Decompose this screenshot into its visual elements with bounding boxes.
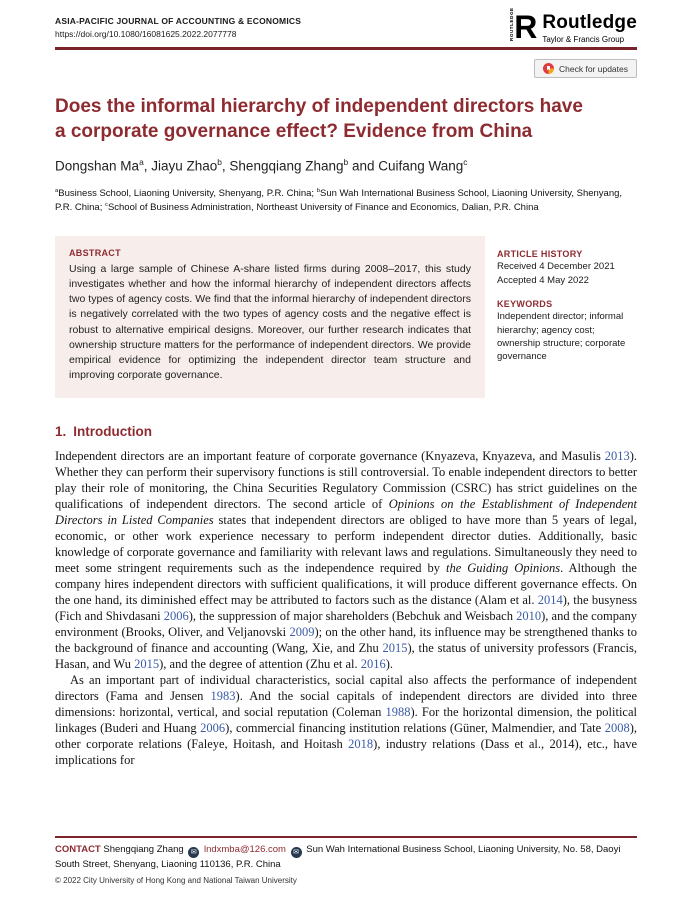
text-segment: ), the busyness (Fich and Shivdasani [55,593,637,624]
citation-year-link[interactable]: 2010 [516,609,542,624]
citation-year-link[interactable]: 2018 [348,737,374,752]
contact-name: Shengqiang Zhang [103,844,184,855]
abstract-text: Using a large sample of Chinese A-share listed firms during 2008–2017, this study investigates whether and how the informal hierarchy of independent directors affects two types of agency costs. We find that the informal hierarchy of independent directors is negatively correlated with the two types of agency costs and the negative effect is robust to alternative empirical designs. Moreover, our further research indicates that ownership structure matters for the performance of independent directors. We provide empirical evidence for optimizing the independent director team structure and improving corporate governance. [69,262,471,382]
text-segment: ). Whether they can perform their supervisory functions is still controversial. To enable independent directors to better play their role of monitoring, the China Securities Regulatory Commission (CSRC) has strict guidelines on the qualifications of independent directors. The second article of [55,449,637,512]
superscript-marker: b [217,157,222,168]
citation-year-link[interactable]: 2015 [382,641,408,656]
text-segment: Dongshan Ma [55,158,140,174]
article-title [55,95,637,144]
doi-link[interactable]: https://doi.org/10.1080/16081625.2022.2077778 [55,29,237,39]
paragraph-2 [55,672,637,768]
abstract-box [55,236,485,399]
article-title-line1: Does the informal hierarchy of independent directors have [55,96,583,117]
text-segment: Independent directors are an important feature of corporate governance (Knyazeva, Knyazeva, and Masulis [55,449,605,464]
citation-year-link[interactable]: 2014 [537,593,563,608]
author-list [55,157,637,174]
text-segment: ). And the social capitals of independent directors are divided into three dimensions: horizontal, vertical, and social reputation (Coleman [55,689,637,720]
page-header [55,7,637,46]
contact-label: CONTACT [55,844,101,855]
text-segment: School of Business Administration, Northeast University of Finance and Economics, Dalian, P.R. China [107,202,539,214]
citation-year-link[interactable]: 2016 [360,657,386,672]
citation-year-link[interactable]: 2008 [604,721,630,736]
text-segment: Business School, Liaoning University, Shenyang, P.R. China; [58,188,317,200]
text-segment: , Shengqiang Zhang [221,158,344,174]
text-segment: ). For the horizontal dimension, the political linkages (Buderi and Huang [55,705,637,736]
envelope-icon: ✉ [291,847,302,858]
copyright-line: © 2022 City University of Hong Kong and National Taiwan University [55,876,297,886]
text-segment: ), other corporate relations (Faleye, Hoitash, and Hoitash [55,721,637,752]
citation-year-link[interactable]: 1988 [385,705,411,720]
keywords-text: Independent director; informal hierarchy; agency cost; ownership structure; corporate governance [497,311,626,363]
section-number: 1. [55,424,67,440]
citation-year-link[interactable]: 2015 [134,657,160,672]
publisher-name: Routledge [542,12,637,33]
contact-address: Sun Wah International Business School, Liaoning University, No. 58, Daoyi South Street, Shenyang, Liaoning 110136, P.R. China [55,844,621,870]
citation-year-link[interactable]: 1983 [210,689,236,704]
envelope-icon: ✉ [188,847,199,858]
text-segment: states that independent directors are obliged to have more than 5 years of legal, economic, or other work experience necessary to perform independent director duties. Additionally, basic knowledge of corporate governance and familiarity with relevant laws and regulations. Simultaneously they need to meet some stringent requirements such as the independence required by [55,513,637,576]
superscript-marker: c [105,202,108,209]
contact-email-link[interactable]: lndxmba@126.com [203,844,286,855]
body-text [55,448,637,768]
received-date: Received 4 December 2021 [497,261,615,273]
text-segment: ), the status of university professors (Francis, Hasan, and Wu [55,641,637,672]
article-meta-column [497,236,637,399]
section-heading-introduction [55,424,637,439]
abstract-section [55,236,637,399]
paragraph-1 [55,448,637,672]
text-segment: ). [385,657,394,672]
superscript-marker: c [463,157,468,168]
text-segment: and Cuifang Wang [348,158,464,174]
citation-year-link[interactable]: 2006 [200,721,226,736]
routledge-logo [509,7,637,46]
contact-line [55,843,637,872]
check-for-updates-label: Check for updates [559,63,628,74]
text-segment: ), industry relations (Dass et al., 2014), etc., have implications for [55,737,638,768]
text-segment: ); on the other hand, its influence may be strengthened thanks to the background of finance and accounting (Wang, Xie, and Zhu [55,625,637,656]
superscript-marker: a [139,157,144,168]
keywords-label: KEYWORDS [497,298,553,309]
text-segment: ), the suppression of major shareholders (Bebchuk and Weisbach [188,609,517,624]
page-footer [55,836,637,885]
section-title: Introduction [73,424,152,440]
header-rule [55,47,637,50]
routledge-vertical-text: ROUTLEDGE [509,7,515,41]
abstract-label: ABSTRACT [69,247,121,258]
publisher-name-block [542,12,637,44]
text-segment: ), commercial financing institution relations (Güner, Malmendier, and Tate [225,721,605,736]
text-segment: ), and the degree of attention (Zhu et al. [159,657,361,672]
text-segment: As an important part of individual characteristics, social capital also affects the performance of independent directors (Fama and Jensen [55,673,637,704]
superscript-marker: a [55,187,59,194]
text-segment: ), and the company environment (Brooks, Oliver, and Veljanovski [55,609,637,640]
crossmark-icon [543,63,554,74]
citation-year-link[interactable]: 2006 [163,609,189,624]
article-title-line2: a corporate governance effect? Evidence from China [55,120,533,142]
text-segment: , Jiayu Zhao [143,158,218,174]
accepted-date: Accepted 4 May 2022 [497,274,589,286]
superscript-marker: b [343,157,349,168]
superscript-marker: b [316,187,320,194]
text-segment: Sun Wah International Business School, Liaoning University, Shenyang, P.R. China; [55,188,623,214]
citation-year-link[interactable]: 2009 [289,625,315,640]
citation-year-link[interactable]: 2013 [604,449,630,464]
badge-row [55,59,637,78]
journal-name: ASIA-PACIFIC JOURNAL OF ACCOUNTING & ECONOMICS [55,16,302,26]
routledge-r-icon: ROUTLEDGE R [509,7,538,46]
text-segment: the Guiding Opinions [446,561,561,576]
check-for-updates-button[interactable] [534,59,637,78]
affiliations [55,187,637,216]
journal-info [55,12,301,39]
text-segment: Opinions on the Establishment of Independent Directors in Listed Companies [55,497,637,528]
text-segment: . Although the company hires independent directors with sufficient qualifications, it will produce different governance effects. On the one hand, its diminished effect may be attributed to factors such as the distance (Alam et al. [55,561,637,608]
footer-rule [55,836,637,838]
publisher-group: Taylor & Francis Group [542,35,625,44]
article-history-label: ARTICLE HISTORY [497,248,583,259]
